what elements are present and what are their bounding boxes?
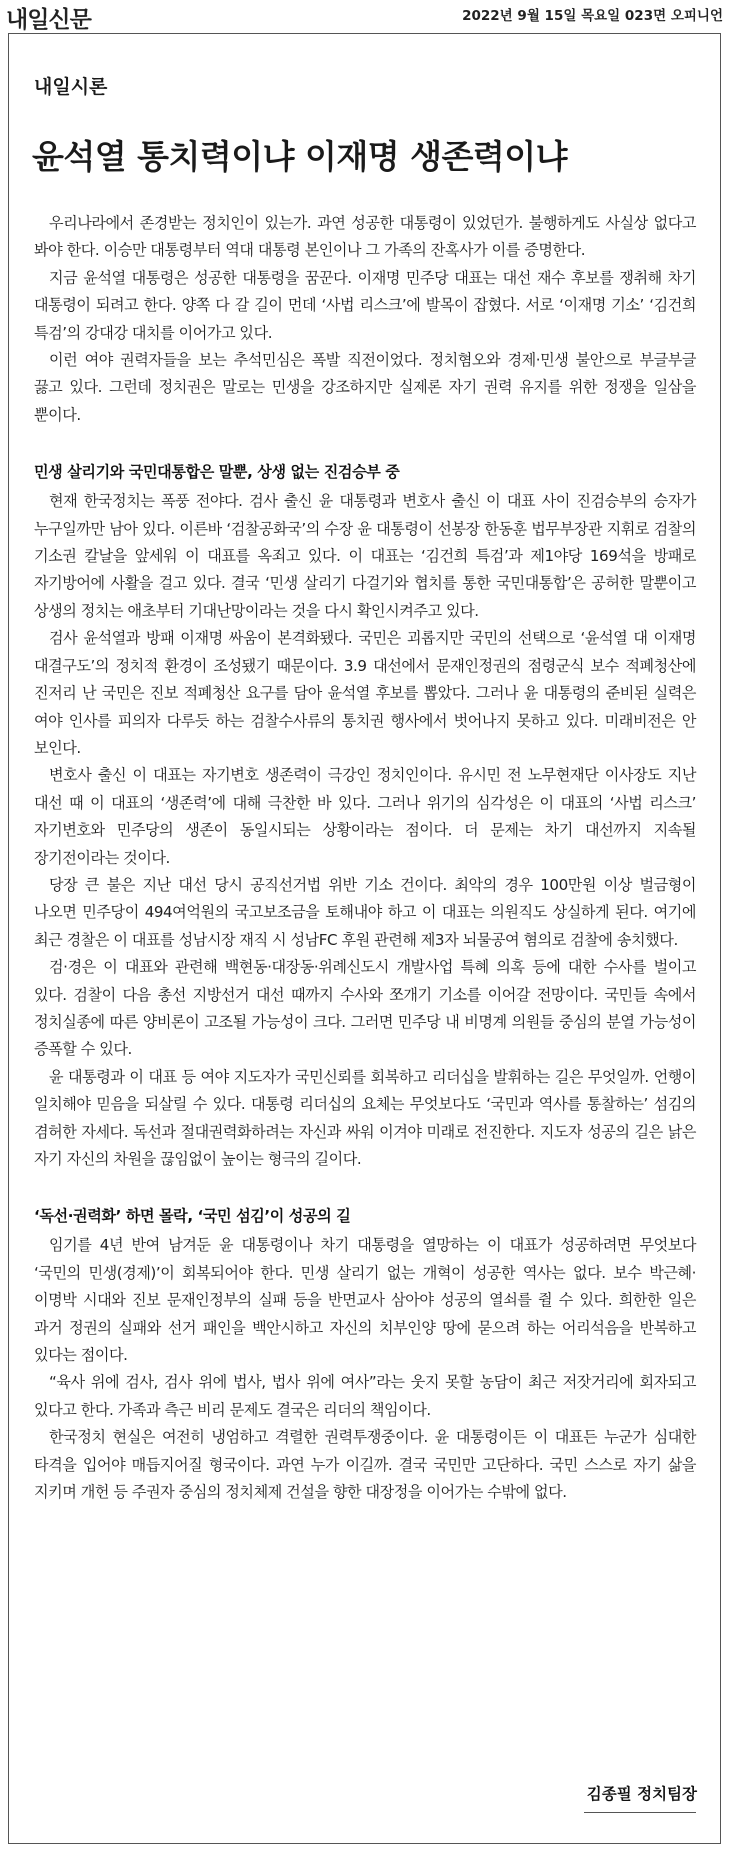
paragraph: 검·경은 이 대표와 관련해 백현동·대장동·위례신도시 개발사업 특혜 의혹 등에 대한 수사를 벌이고 있다. 검찰이 다음 총선 지방선거 대선 때까지 수사와 쪼개기 기소를 이어갈 전망이다. 국민들 속에서 정치실종에 따른 양비론이 고조될 가능성이 크다. 그러면 민주당 내 비명계 의원들 중심의 분열 가능성이 증폭할 수 있다.: [34, 958, 696, 1059]
byline-rule: [584, 1812, 696, 1813]
headline: 윤석열 통치력이냐 이재명 생존력이냐: [32, 137, 568, 176]
paragraph: 변호사 출신 이 대표는 자기변호 생존력이 극강인 정치인이다. 유시민 전 노무현재단 이사장도 지난 대선 때 이 대표의 ‘생존력’에 대해 극찬한 바 있다. 그러나 위기의 심각성은 이 대표의 ‘사법 리스크’ 자기변호와 민주당의 생존이 동일시되는 상황이라는 점이다. 더 문제는 차기 대선까지 지속될 장기전이라는 것이다.: [34, 766, 696, 867]
byline: 김종필 정치팀장: [586, 1785, 697, 1803]
paragraph: 현재 한국정치는 폭풍 전야다. 검사 출신 윤 대통령과 변호사 출신 이 대표 사이 진검승부의 승자가 누구일까만 남아 있다. 이른바 ‘검찰공화국’의 수장 윤 대통령이 선봉장 한동훈 법무부장관 지휘로 검찰의 기소권 칼날을 앞세워 이 대표를 옥죄고 있다. 이 대표는 ‘김건희 특검’과 제1야당 169석을 방패로 자기방어에 사활을 걸고 있다. 결국 ‘민생 살리기 다걸기와 협치를 통한 국민대통합’은 공허한 말뿐이고 상생의 정치는 애초부터 기대난망이라는 것을 다시 확인시켜주고 있다.: [34, 492, 696, 620]
paragraph: 임기를 4년 반여 남겨둔 윤 대통령이나 차기 대통령을 열망하는 이 대표가 성공하려면 무엇보다 ‘국민의 민생(경제)’이 회복되어야 한다. 민생 살리기 없는 개혁이 성공한 역사는 없다. 보수 박근혜·이명박 시대와 진보 문재인정부의 실패 등을 반면교사 삼아야 성공의 열쇠를 쥘 수 있다. 희한한 일은 과거 정권의 실패와 선거 패인을 백안시하고 자신의 치부인양 땅에 묻으려 하는 어리석음을 반복하고 있다는 점이다.: [34, 1236, 696, 1365]
paragraph: 윤 대통령과 이 대표 등 여야 지도자가 국민신뢰를 회복하고 리더십을 발휘하는 길은 무엇일까. 언행이 일치해야 믿음을 되살릴 수 있다. 대통령 리더십의 요체는 무엇보다도 ‘국민과 역사를 통찰하는’ 섬김의 겸허한 자세다. 독선과 절대권력화하려는 자신과 싸워 이겨야 미래로 전진한다. 지도자 성공의 길은 낡은 자기 자신의 차원을 끊임없이 높이는 형극의 길이다.: [34, 1067, 696, 1168]
paragraph: 검사 윤석열과 방패 이재명 싸움이 본격화됐다. 국민은 괴롭지만 국민의 선택으로 ‘윤석열 대 이재명 대결구도’의 정치적 환경이 조성됐기 때문이다. 3.9 대선에서 문재인정권의 점령군식 보수 적폐청산에 진저리 난 국민은 진보 적폐청산 요구를 담아 윤석열 후보를 뽑았다. 그러나 윤 대통령의 준비된 실력은 여야 인사를 피의자 다루듯 하는 검찰수사류의 통치권 행사에서 벗어나지 못하고 있다. 미래비전은 안 보인다.: [34, 629, 696, 757]
paragraph: “육사 위에 검사, 검사 위에 법사, 법사 위에 여사”라는 웃지 못할 농담이 최근 저잣거리에 회자되고 있다고 한다. 가족과 측근 비리 문제도 결국은 리더의 책임이다.: [34, 1373, 696, 1419]
paragraph: 우리나라에서 존경받는 정치인이 있는가. 과연 성공한 대통령이 있었던가. 불행하게도 사실상 없다고 봐야 한다. 이승만 대통령부터 역대 대통령 본인이나 그 가족의 잔혹사가 이를 증명한다.: [34, 214, 696, 260]
newspaper-logo: 내일신문: [6, 7, 91, 33]
paragraph: 한국정치 현실은 여전히 냉엄하고 격렬한 권력투쟁중이다. 윤 대통령이든 이 대표든 누군가 심대한 타격을 입어야 매듭지어질 형국이다. 과연 누가 이길까. 결국 국민만 고단하다. 국민 스스로 자기 삶을 지키며 개헌 등 주권자 중심의 정치체제 건설을 향한 대장정을 이어가는 수밖에 없다.: [34, 1428, 696, 1502]
paragraph: 당장 큰 불은 지난 대선 당시 공직선거법 위반 기소 건이다. 최악의 경우 100만원 이상 벌금형이 나오면 민주당이 494여억원의 국고보조금을 토해내야 하고 이 대표는 의원직도 상실하게 된다. 여기에 최근 경찰은 이 대표를 성남시장 재직 시 성남FC 후원 관련해 제3자 뇌물공여 혐의로 검찰에 송치했다.: [34, 875, 696, 949]
paragraph: 이런 여야 권력자들을 보는 추석민심은 폭발 직전이었다. 정치혐오와 경제·민생 불안으로 부글부글 끓고 있다. 그런데 정치권은 말로는 민생을 강조하지만 실제론 자기 권력 유지를 위한 정쟁을 일삼을 뿐이다.: [34, 351, 696, 424]
subheading: ‘독선·권력화’ 하면 몰락, ‘국민 섬김’이 성공의 길: [34, 1207, 351, 1226]
section-label: 내일시론: [34, 76, 108, 98]
masthead: [0, 0, 731, 33]
dateline: 2022년 9월 15일 목요일 023면 오피니언: [462, 8, 723, 24]
subheading: 민생 살리기와 국민대통합은 말뿐, 상생 없는 진검승부 중: [34, 463, 400, 482]
article-body: [34, 210, 696, 1506]
paragraph: 지금 윤석열 대통령은 성공한 대통령을 꿈꾼다. 이재명 민주당 대표는 대선 재수 후보를 쟁취해 차기 대통령이 되려고 한다. 양쪽 다 갈 길이 먼데 ‘사법 리스크’에 발목이 잡혔다. 서로 ‘이재명 기소’ ‘김건희 특검’의 강대강 대치를 이어가고 있다.: [34, 268, 696, 342]
